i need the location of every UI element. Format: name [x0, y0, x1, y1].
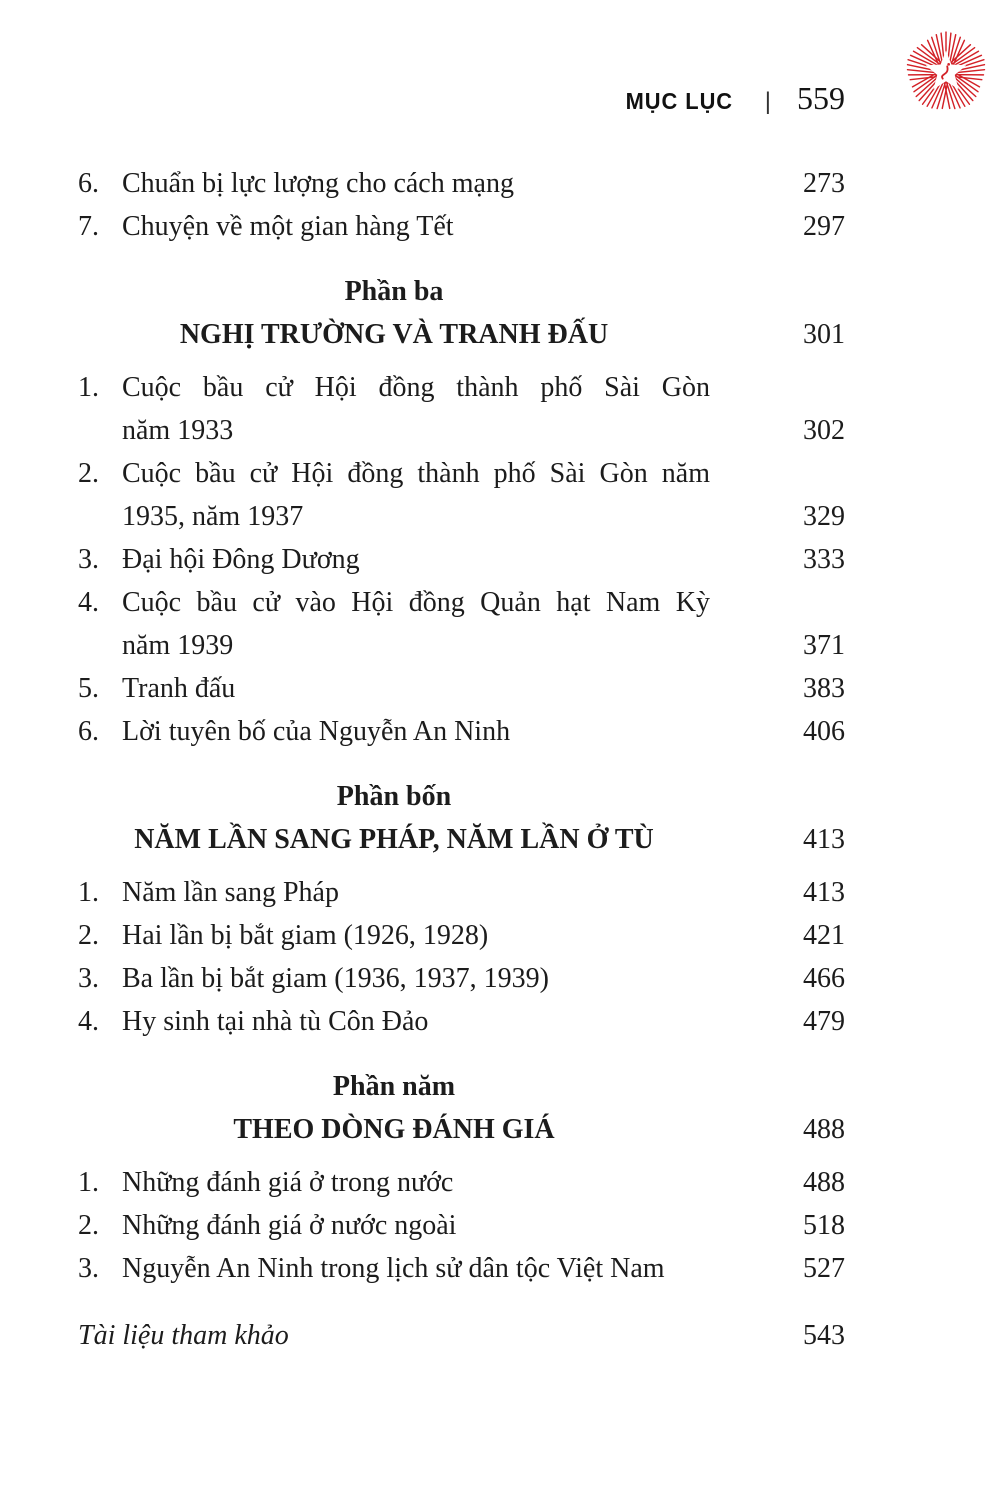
toc-entry-line: Những đánh giá ở nước ngoài — [122, 1210, 457, 1241]
toc-entry-page-number: 406 — [803, 716, 845, 747]
section-heading-pre-row — [78, 270, 845, 313]
toc-entry-line: Lời tuyên bố của Nguyễn An Ninh — [122, 716, 511, 747]
toc-entry-page-number: 383 — [803, 673, 845, 704]
toc-entry-text — [122, 957, 710, 1000]
toc-entry-text — [122, 914, 710, 957]
running-header — [0, 80, 845, 117]
toc-entry-line: 1935, năm 1937 — [122, 501, 304, 532]
toc-entry — [78, 1000, 845, 1043]
toc-entry-page-number: 333 — [803, 544, 845, 575]
section-page-number: 488 — [803, 1114, 845, 1145]
toc-entry-line: Cuộc bầu cử Hội đồng thành phố Sài Gòn — [122, 372, 710, 403]
toc — [78, 162, 845, 1357]
toc-entry-text — [122, 538, 710, 581]
toc-entry — [78, 914, 845, 957]
section-heading-title-row — [78, 818, 845, 861]
toc-entry — [78, 366, 845, 452]
toc-entry-number: 2. — [78, 920, 99, 951]
toc-entry — [78, 205, 845, 248]
toc-entry-number: 4. — [78, 1006, 99, 1037]
toc-entry-number: 2. — [78, 1210, 99, 1241]
section-title: NĂM LẦN SANG PHÁP, NĂM LẦN Ở TÙ — [134, 824, 654, 855]
toc-entry — [78, 710, 845, 753]
starburst-icon — [900, 24, 992, 120]
section-heading-pre-row — [78, 775, 845, 818]
toc-entry-number: 3. — [78, 963, 99, 994]
toc-entry-text — [122, 1247, 710, 1290]
toc-entry-line: năm 1939 — [122, 630, 234, 661]
section-part-label: Phần năm — [332, 1071, 456, 1102]
reference-entry-text: Tài liệu tham khảo — [78, 1320, 289, 1351]
toc-entry-text — [122, 162, 710, 205]
toc-entry-page-number: 413 — [803, 877, 845, 908]
toc-entry-text — [122, 366, 710, 452]
page-title: MỤC LỤC — [625, 88, 733, 114]
toc-entry-line: Những đánh giá ở trong nước — [122, 1167, 454, 1198]
toc-entry-page-number: 518 — [803, 1210, 845, 1241]
toc-entry — [78, 162, 845, 205]
section-heading — [78, 1065, 845, 1151]
toc-entry-text — [122, 581, 710, 667]
page-number: 559 — [797, 80, 845, 116]
section-part-label: Phần bốn — [336, 781, 452, 812]
toc-entry-text — [122, 710, 710, 753]
toc-entry-line: Năm lần sang Pháp — [122, 877, 339, 908]
section-part-label: Phần ba — [344, 276, 444, 307]
toc-entry-page-number: 421 — [803, 920, 845, 951]
toc-entry-line: Nguyễn An Ninh trong lịch sử dân tộc Việt Nam — [122, 1253, 665, 1284]
toc-entry-number: 6. — [78, 168, 99, 199]
publisher-logo — [900, 24, 992, 120]
toc-entry-text — [122, 1204, 710, 1247]
toc-entry-page-number: 302 — [803, 415, 845, 446]
section-heading — [78, 270, 845, 356]
toc-entry-text — [122, 667, 710, 710]
toc-entry-line: Hy sinh tại nhà tù Côn Đảo — [122, 1006, 429, 1037]
toc-entry-line: Đại hội Đông Dương — [122, 544, 360, 575]
toc-entry-page-number: 466 — [803, 963, 845, 994]
toc-entry — [78, 1247, 845, 1290]
toc-entry-page-number: 527 — [803, 1253, 845, 1284]
section-heading-title-row — [78, 313, 845, 356]
toc-entry-line: Cuộc bầu cử Hội đồng thành phố Sài Gòn năm — [122, 458, 710, 489]
toc-entry — [78, 452, 845, 538]
toc-entry-number: 3. — [78, 544, 99, 575]
toc-entry-line: năm 1933 — [122, 415, 234, 446]
toc-entry — [78, 1161, 845, 1204]
toc-entry — [78, 1204, 845, 1247]
toc-entry-number: 4. — [78, 587, 99, 618]
toc-entry — [78, 957, 845, 1000]
section-page-number: 413 — [803, 824, 845, 855]
toc-entry-line: Cuộc bầu cử vào Hội đồng Quản hạt Nam Kỳ — [122, 587, 710, 618]
toc-entry — [78, 871, 845, 914]
toc-entry-page-number: 297 — [803, 211, 845, 242]
section-heading — [78, 775, 845, 861]
reference-entry — [78, 1314, 845, 1357]
section-heading-pre-row — [78, 1065, 845, 1108]
reference-entry-page-number: 543 — [803, 1320, 845, 1351]
toc-entry-line: Chuyện về một gian hàng Tết — [122, 211, 454, 242]
toc-entry-number: 2. — [78, 458, 99, 489]
toc-entry-page-number: 488 — [803, 1167, 845, 1198]
toc-entry-page-number: 371 — [803, 630, 845, 661]
toc-entry-number: 6. — [78, 716, 99, 747]
toc-entry-number: 7. — [78, 211, 99, 242]
toc-entry-line: Chuẩn bị lực lượng cho cách mạng — [122, 168, 514, 199]
section-title: NGHỊ TRƯỜNG VÀ TRANH ĐẤU — [179, 319, 609, 350]
section-title: THEO DÒNG ĐÁNH GIÁ — [233, 1114, 555, 1145]
toc-entry-page-number: 329 — [803, 501, 845, 532]
toc-entry-number: 1. — [78, 877, 99, 908]
toc-entry-number: 5. — [78, 673, 99, 704]
toc-entry-page-number: 273 — [803, 168, 845, 199]
section-page-number: 301 — [803, 319, 845, 350]
toc-entry-text — [122, 452, 710, 538]
section-heading-title-row — [78, 1108, 845, 1151]
toc-entry — [78, 538, 845, 581]
toc-entry-line: Tranh đấu — [122, 673, 236, 704]
header-separator: | — [764, 88, 771, 115]
toc-entry-line: Hai lần bị bắt giam (1926, 1928) — [122, 920, 489, 951]
toc-entry — [78, 581, 845, 667]
toc-entry-page-number: 479 — [803, 1006, 845, 1037]
toc-entry-line: Ba lần bị bắt giam (1936, 1937, 1939) — [122, 963, 549, 994]
toc-entry-text — [122, 1161, 710, 1204]
toc-entry-text — [122, 871, 710, 914]
toc-entry-text — [122, 1000, 710, 1043]
toc-entry-text — [122, 205, 710, 248]
toc-entry-number: 1. — [78, 1167, 99, 1198]
toc-entry-number: 3. — [78, 1253, 99, 1284]
toc-entry-number: 1. — [78, 372, 99, 403]
toc-entry — [78, 667, 845, 710]
